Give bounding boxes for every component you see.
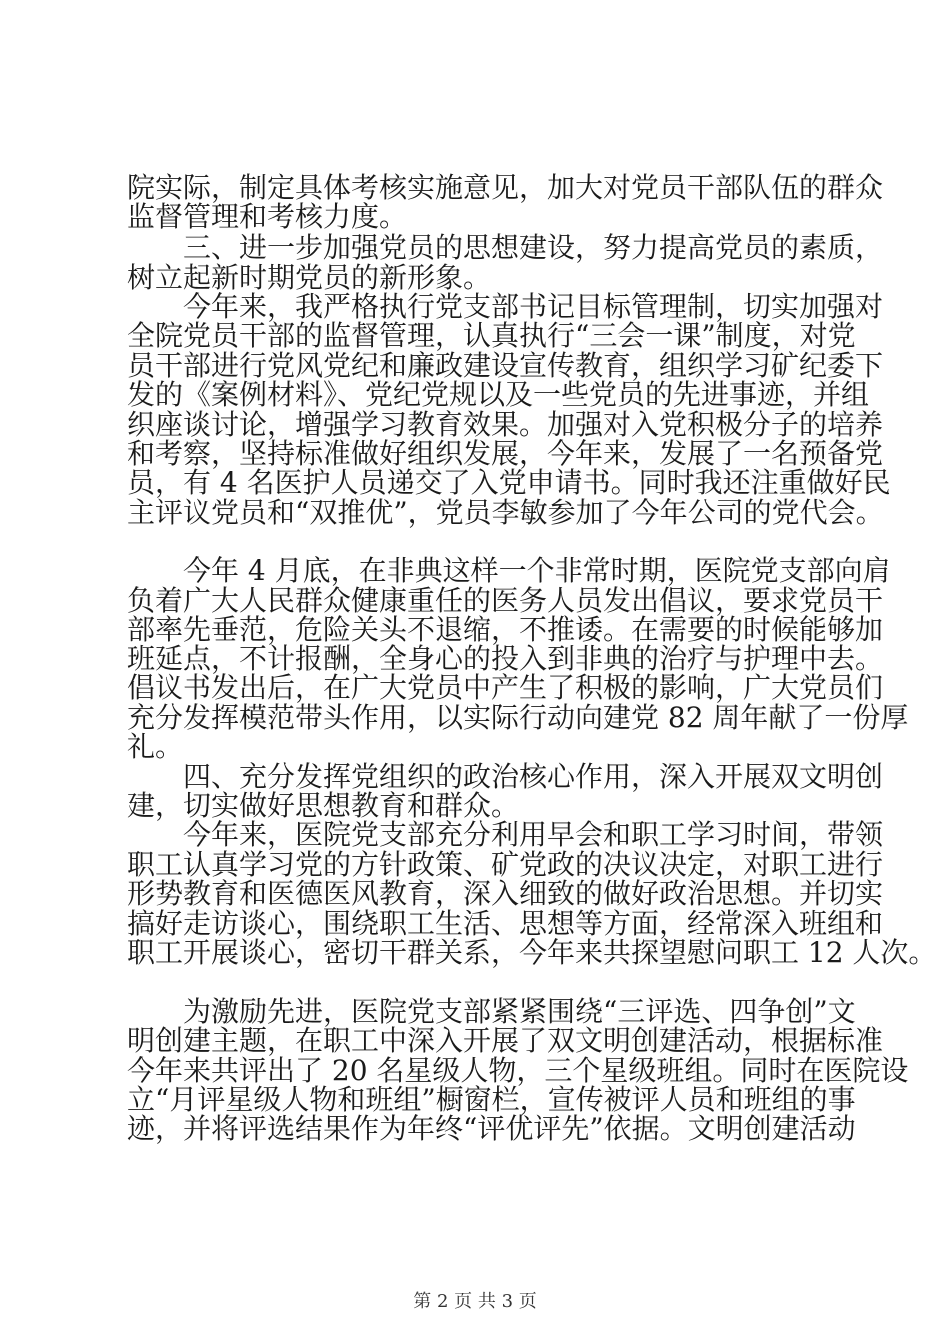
text-line: 倡议书发出后，在广大党员中产生了积极的影响，广大党员们 [127,671,884,704]
text-line: 建，切实做好思想教育和群众。 [127,789,520,822]
text-line: 员，有 4 名医护人员递交了入党申请书。同时我还注重做好民 [127,466,891,499]
text-line: 礼。 [127,730,184,763]
text-line: 立“月评星级人物和班组”橱窗栏，宣传被评人员和班组的事 [127,1083,856,1116]
text-line: 充分发挥模范带头作用，以实际行动向建党 82 周年献了一份厚 [127,701,909,734]
text-line: 监督管理和考核力度。 [127,200,408,233]
text-line: 今年来，我严格执行党支部书记目标管理制，切实加强对 [183,290,884,323]
text-line: 和考察，坚持标准做好组织发展，今年来，发展了一名预备党 [127,437,884,470]
text-line: 树立起新时期党员的新形象。 [127,261,492,294]
text-line: 负着广大人民群众健康重任的医务人员发出倡议，要求党员干 [127,584,884,617]
text-line: 主评议党员和“双推优”，党员李敏参加了今年公司的党代会。 [127,496,884,529]
text-line: 发的《案例材料》、党纪党规以及一些党员的先进事迹，并组 [127,378,870,411]
text-line: 为激励先进，医院党支部紧紧围绕“三评选、四争创”文 [183,995,856,1028]
text-line: 今年 4 月底，在非典这样一个非常时期，医院党支部向肩 [183,554,891,587]
page-footer: 第 2 页 共 3 页 [413,1291,537,1312]
text-line: 三、进一步加强党员的思想建设，努力提高党员的素质， [183,231,884,264]
text-line: 职工开展谈心，密切干群关系，今年来共探望慰问职工 12 人次。 [127,936,937,969]
text-line: 院实际，制定具体考核实施意见，加大对党员干部队伍的群众 [127,171,884,204]
text-line: 迹，并将评选结果作为年终“评优评先”依据。文明创建活动 [127,1112,856,1145]
text-line: 职工认真学习党的方针政策、矿党政的决议决定，对职工进行 [127,848,884,881]
text-line: 今年来共评出了 20 名星级人物，三个星级班组。同时在医院设 [127,1054,909,1087]
text-line: 明创建主题，在职工中深入开展了双文明创建活动，根据标准 [127,1024,884,1057]
text-line: 今年来，医院党支部充分利用早会和职工学习时间，带领 [183,818,884,851]
text-line: 形势教育和医德医风教育，深入细致的做好政治思想。并切实 [127,877,884,910]
text-line: 班延点，不计报酬，全身心的投入到非典的治疗与护理中去。 [127,642,884,675]
text-line: 四、充分发挥党组织的政治核心作用，深入开展双文明创 [183,760,884,793]
text-line: 织座谈讨论，增强学习教育效果。加强对入党积极分子的培养 [127,408,884,441]
text-line: 部率先垂范，危险关头不退缩，不推诿。在需要的时候能够加 [127,613,884,646]
text-line: 全院党员干部的监督管理，认真执行“三会一课”制度，对党 [127,319,856,352]
text-line: 员干部进行党风党纪和廉政建设宣传教育，组织学习矿纪委下 [127,349,884,382]
text-line: 搞好走访谈心，围绕职工生活、思想等方面，经常深入班组和 [127,907,884,940]
